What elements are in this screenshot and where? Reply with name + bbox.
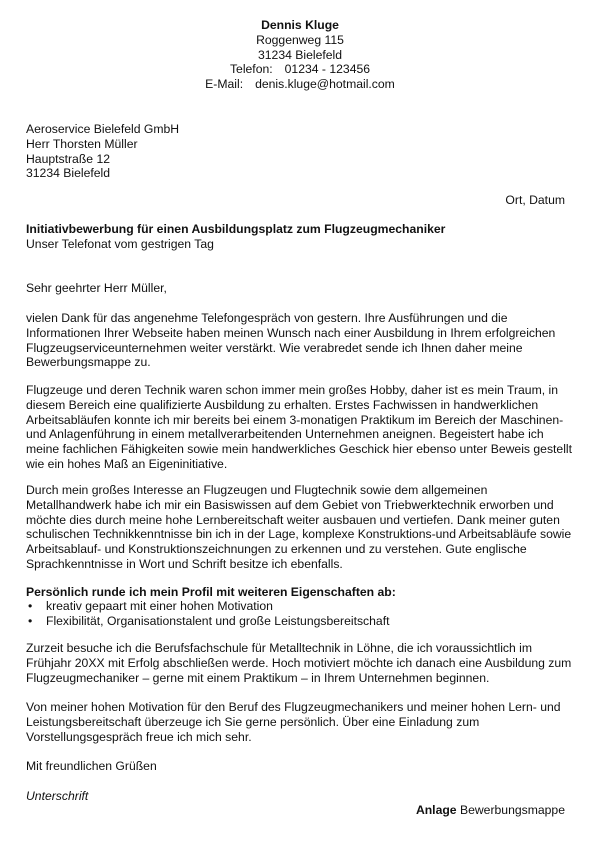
sender-email-label: E-Mail: [205,77,244,92]
recipient-person: Herr Thorsten Müller [26,136,138,151]
bullet-icon: • [28,599,33,613]
bullet-icon: • [28,614,33,628]
subject-block [26,222,445,252]
sender-phone-label: Telefon: [229,62,273,77]
closing: Mit freundlichen Grüßen [26,759,157,773]
sender-name: Dennis Kluge [261,18,339,32]
paragraph-5: Zurzeit besuche ich die Berufsfachschule für Metalltechnik in Löhne, die ich voraussichtlich im Frühjahr 20XX mit Erfolg abschließen werde. Hoch motiviert möchte ich danach eine Ausbildung zum Flugzeugmechaniker – gerne mit einem Praktikum – in Ihrem Unternehmen beginnen. [26,641,572,685]
salutation: Sehr geehrter Herr Müller, [26,281,167,295]
sender-street: Roggenweg 115 [256,32,344,47]
paragraph-6: Von meiner hohen Motivation für den Beruf des Flugzeugmechanikers und meiner hohen Lern- und Leistungsbereitschaft überzeuge ich Sie gerne persönlich. Über eine Einladung zum Vorstellungsgespräch freue ich mich sehr. [26,700,561,744]
list-item-text: kreativ gepaart mit einer hohen Motivation [46,599,273,613]
attachment-line [416,803,565,817]
list-item [26,614,389,629]
sender-email-line [0,77,600,92]
recipient-company: Aeroservice Bielefeld GmbH [26,122,180,136]
recipient-street: Hauptstraße 12 [26,151,111,166]
signature: Unterschrift [26,789,89,803]
subject-reference: Unser Telefonat vom gestrigen Tag [26,236,214,251]
sender-email: denis.kluge@hotmail.com [255,77,395,92]
list-item [26,599,389,614]
paragraph-2: Flugzeuge und deren Technik waren schon immer mein großes Hobby, daher ist es mein Traum, in diesem Bereich eine qualifizierte Ausbildung zu erhalten. Erstes Fachwissen in handwerklichen Arbeitsabläufen konnte ich mir bereits bei einem 3-monatigen Praktikum im Bereich der Maschinen- und Anlagenführung in einem metallverarbeitenden Unternehmen aneignen. Begeistert habe ich meine fachlichen Fähigkeiten sowie mein handwerkliches Geschick hier ebenso unter Beweis gestellt wie ein hohes Maß an Eigeninitiative. [26,383,573,471]
paragraph-3: Durch mein großes Interesse an Flugzeugen und Flugtechnik sowie dem allgemeinen Metallhandwerk habe ich mir ein Basiswissen auf dem Gebiet von Triebwerktechnik erworben und möchte dies durch meine hohe Lernbereitschaft weiter ausbauen und vertiefen. Dank meiner guten schulischen Technikkenntnisse bin ich in der Lage, komplexe Konstruktions-und Arbeitsabläufe sowie Arbeitsablauf- und Konstruktionszeichnungen zu erkennen und zu verstehen. Gute englische Sprachkenntnisse in Wort und Schrift besitze ich ebenfalls. [26,483,572,571]
attachment-value: Bewerbungsmappe [459,803,565,817]
list-item-text: Flexibilität, Organisationstalent und große Leistungsbereitschaft [46,614,390,628]
sender-phone-line [0,62,600,77]
sender-city: 31234 Bielefeld [257,47,343,62]
recipient-block [26,122,179,181]
paragraph-1: vielen Dank für das angenehme Telefongespräch von gestern. Ihre Ausführungen und die Informationen Ihrer Webseite haben meinen Wunsch nach einer Ausbildung in Ihrem erfolgreichen Flugzeugserviceunternehmen weiter verstärkt. Wie verabredet sende ich Ihnen daher meine Bewerbungsmappe zu. [26,311,556,370]
qualities-list [26,599,389,629]
subject-title: Initiativbewerbung für einen Ausbildungsplatz zum Flugzeugmechaniker [26,222,446,236]
place-date: Ort, Datum [505,193,565,207]
sender-phone: 01234 - 123456 [284,62,371,77]
profile-heading: Persönlich runde ich mein Profil mit weiteren Eigenschaften ab: [26,585,396,599]
attachment-label: Anlage [415,803,457,817]
recipient-city: 31234 Bielefeld [26,166,111,181]
sender-block [0,18,600,92]
